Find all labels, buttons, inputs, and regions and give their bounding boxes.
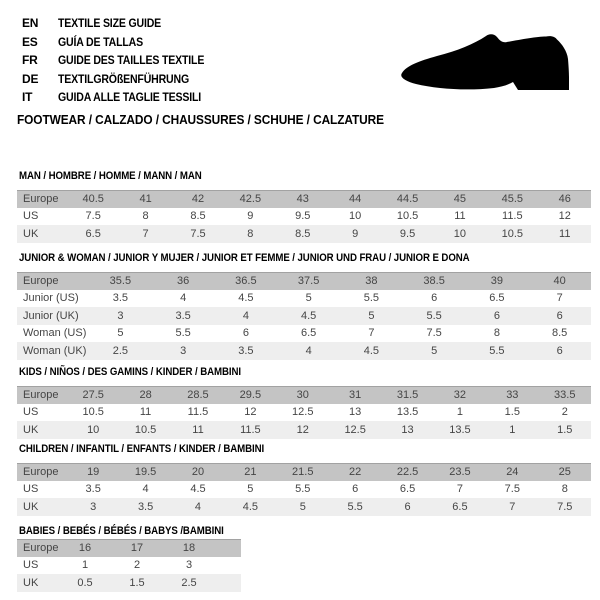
size-cell: 5.5 (295, 483, 311, 496)
size-cell: 6.5 (452, 500, 468, 513)
size-cell: 30 (296, 389, 309, 401)
size-cell: 23.5 (449, 466, 471, 478)
table-row (17, 307, 591, 325)
size-cell: 11.5 (240, 423, 261, 436)
size-cell: 8 (561, 483, 568, 496)
size-table-body (17, 463, 591, 516)
size-cell: 28 (139, 389, 152, 401)
size-cell: 11.5 (187, 406, 209, 419)
size-table-body (17, 539, 241, 592)
table-row (17, 325, 591, 343)
size-cell: 10.5 (134, 423, 157, 436)
size-cell: 10.5 (501, 227, 524, 240)
row-label: US (23, 483, 39, 496)
size-cell: 32 (453, 389, 467, 401)
size-cell: 13.5 (449, 423, 471, 436)
size-cell: 3.5 (137, 500, 154, 513)
row-label: Woman (UK) (23, 344, 87, 357)
row-label: UK (23, 423, 39, 436)
dress-shoe-icon-svg (399, 33, 576, 93)
size-cell: 17 (130, 542, 144, 554)
section-title-text: BABIES / BEBÉS / BÉBÉS / BABYS /BAMBINI (19, 524, 224, 537)
language-code: ES (22, 34, 38, 49)
row-label: Europe (23, 275, 59, 287)
row-label: UK (23, 227, 39, 240)
size-cell: 4.5 (242, 500, 259, 513)
size-cell: 33.5 (554, 389, 576, 401)
row-label: Junior (UK) (23, 309, 79, 322)
size-cell: 36.5 (235, 275, 257, 287)
size-cell: 27.5 (82, 389, 104, 401)
size-cell: 7.5 (557, 500, 573, 513)
size-cell: 42.5 (239, 193, 262, 205)
filler-cell (215, 574, 241, 592)
size-cell: 2.5 (112, 344, 129, 357)
size-cell: 3.5 (85, 483, 101, 496)
size-cell: 10.5 (396, 210, 419, 223)
size-cell: 13 (349, 406, 362, 419)
size-cell: 19 (87, 466, 100, 478)
size-cell: 36 (177, 275, 190, 287)
size-cell: 18 (182, 542, 196, 554)
size-cell: 5 (305, 292, 312, 305)
size-cell: 44.5 (396, 193, 419, 205)
row-label: UK (23, 576, 39, 589)
section-title (19, 525, 600, 538)
size-cell: 7.5 (190, 227, 206, 240)
size-cell: 3 (180, 344, 187, 357)
language-title: GUÍA DE TALLAS (58, 34, 143, 49)
size-cell: 1.5 (504, 406, 520, 419)
section-title (19, 170, 600, 183)
size-cell: 12.5 (292, 406, 314, 419)
size-cell: 21.5 (292, 466, 314, 478)
size-cell: 7 (509, 500, 516, 513)
size-cell: 35.5 (109, 275, 132, 287)
size-cell: 5 (117, 327, 124, 340)
size-cell: 42 (191, 193, 205, 205)
section-title (19, 366, 600, 379)
row-label: UK (23, 500, 39, 513)
table-row (17, 386, 591, 404)
filler-cell (215, 539, 241, 557)
table-row (17, 421, 591, 439)
table-row (17, 574, 241, 592)
size-cell: 12 (558, 210, 571, 223)
size-cell: 2 (561, 406, 568, 419)
language-code: IT (22, 90, 33, 105)
size-cell: 1.5 (557, 423, 573, 436)
size-cell: 3 (185, 559, 193, 572)
size-table (17, 539, 241, 592)
size-cell: 9.5 (295, 210, 311, 223)
row-label: US (23, 559, 39, 572)
size-cell: 3 (90, 500, 97, 513)
size-cell: 13.5 (396, 406, 419, 419)
size-cell: 5.5 (426, 309, 442, 322)
table-row (17, 272, 591, 290)
size-cell: 11 (454, 210, 466, 223)
size-table-section (17, 252, 600, 360)
table-row (17, 498, 591, 516)
table-row (17, 290, 591, 308)
table-row (17, 539, 241, 557)
size-table-body (17, 386, 591, 439)
size-cell: 1 (509, 423, 516, 436)
size-cell: 5 (431, 344, 438, 357)
size-cell: 39 (490, 275, 503, 287)
size-cell: 7.5 (85, 210, 101, 223)
size-cell: 3.5 (238, 344, 254, 357)
category-title (17, 113, 600, 128)
size-tables (17, 170, 600, 592)
size-cell: 7 (368, 327, 375, 340)
size-cell: 7.5 (426, 327, 442, 340)
section-title-text: CHILDREN / INFANTIL / ENFANTS / KINDER / BAMBINI (19, 442, 265, 455)
size-cell: 10 (349, 210, 362, 223)
size-cell: 4.5 (300, 309, 317, 322)
size-cell: 1.5 (129, 576, 145, 589)
size-cell: 8 (247, 227, 254, 240)
size-cell: 0.5 (77, 576, 93, 589)
filler-cell (215, 557, 241, 575)
table-row (17, 463, 591, 481)
row-label: Europe (23, 542, 59, 554)
size-cell: 12 (296, 423, 309, 436)
size-cell: 5.5 (363, 292, 380, 305)
size-cell: 6 (431, 292, 438, 305)
row-label: Europe (23, 466, 59, 478)
size-cell: 33 (506, 389, 519, 401)
size-cell: 29.5 (239, 389, 262, 401)
size-cell: 7 (556, 292, 563, 305)
size-cell: 37.5 (297, 275, 320, 287)
size-cell: 24 (506, 466, 519, 478)
size-table (17, 386, 591, 439)
size-cell: 31.5 (396, 389, 419, 401)
size-cell: 10 (87, 423, 100, 436)
size-cell: 8.5 (190, 210, 206, 223)
size-cell: 3.5 (175, 309, 191, 322)
category-title-text: FOOTWEAR / CALZADO / CHAUSSURES / SCHUHE / CALZATURE (17, 112, 384, 127)
language-title: TEXTILE SIZE GUIDE (58, 16, 162, 31)
size-cell: 7 (456, 483, 463, 496)
size-cell: 46 (558, 193, 571, 205)
size-cell: 11 (192, 423, 204, 436)
size-cell: 5 (368, 309, 375, 322)
size-cell: 4 (305, 344, 312, 357)
size-cell: 21 (244, 466, 257, 478)
size-table (17, 272, 591, 360)
row-label: Europe (23, 193, 59, 205)
size-cell: 7.5 (504, 483, 520, 496)
table-row (17, 481, 591, 499)
size-cell: 19.5 (134, 466, 157, 478)
size-cell: 5.5 (347, 500, 363, 513)
size-table (17, 190, 591, 243)
size-cell: 6.5 (300, 327, 317, 340)
size-cell: 8.5 (551, 327, 568, 340)
size-cell: 8 (142, 210, 149, 223)
size-table-section (17, 443, 600, 516)
size-cell: 9.5 (399, 227, 416, 240)
size-cell: 20 (191, 466, 205, 478)
language-title: TEXTILGRÖßENFÜHRUNG (58, 71, 190, 86)
size-cell: 4.5 (190, 483, 206, 496)
row-label: Woman (US) (23, 327, 87, 340)
size-cell: 5 (299, 500, 306, 513)
row-label: Europe (23, 389, 59, 401)
size-cell: 28.5 (187, 389, 209, 401)
size-cell: 44 (349, 193, 362, 205)
size-cell: 6.5 (399, 483, 416, 496)
section-title (19, 252, 600, 265)
size-table-body (17, 272, 591, 360)
size-cell: 10.5 (82, 406, 104, 419)
size-cell: 4 (194, 500, 202, 513)
language-code: EN (22, 16, 39, 31)
size-cell: 43 (296, 193, 309, 205)
size-cell: 5.5 (175, 327, 191, 340)
size-table-section (17, 525, 600, 592)
size-cell: 8 (493, 327, 500, 340)
size-cell: 1 (456, 406, 463, 419)
size-cell: 3 (117, 309, 124, 322)
size-cell: 6 (493, 309, 500, 322)
section-title-text: MAN / HOMBRE / HOMME / MANN / MAN (19, 169, 202, 182)
size-cell: 4 (180, 292, 187, 305)
size-cell: 4.5 (363, 344, 380, 357)
size-cell: 6.5 (85, 227, 101, 240)
size-cell: 45.5 (501, 193, 524, 205)
size-cell: 2.5 (181, 576, 197, 589)
size-cell: 12.5 (344, 423, 366, 436)
size-cell: 38 (365, 275, 378, 287)
table-row (17, 342, 591, 360)
table-row (17, 208, 591, 226)
language-title: GUIDA ALLE TAGLIE TESSILI (58, 90, 202, 105)
size-cell: 6 (556, 344, 563, 357)
size-cell: 40.5 (82, 193, 104, 205)
size-table-section (17, 170, 600, 243)
table-row (17, 404, 591, 422)
row-label: US (23, 210, 39, 223)
language-row (22, 14, 600, 33)
size-table-body (17, 190, 591, 243)
row-label: Junior (US) (23, 292, 79, 305)
section-title-text: KIDS / NIÑOS / DES GAMINS / KINDER / BAMBINI (19, 365, 242, 378)
size-cell: 22 (349, 466, 362, 478)
size-cell: 38.5 (423, 275, 445, 287)
table-row (17, 225, 591, 243)
size-cell: 3.5 (112, 292, 129, 305)
size-cell: 4.5 (238, 292, 254, 305)
size-cell: 41 (139, 193, 152, 205)
size-cell: 11.5 (502, 210, 523, 223)
language-code: DE (22, 71, 39, 86)
size-table-section (17, 366, 600, 439)
size-cell: 6 (556, 309, 563, 322)
size-cell: 25 (558, 466, 571, 478)
size-cell: 16 (78, 542, 92, 554)
section-title (19, 443, 600, 456)
dress-shoe-icon (399, 33, 576, 93)
size-cell: 6 (242, 327, 249, 340)
section-title-text: JUNIOR & WOMAN / JUNIOR Y MUJER / JUNIOR ET FEMME / JUNIOR UND FRAU / JUNIOR E DONA (19, 251, 470, 264)
size-cell: 13 (401, 423, 414, 436)
size-cell: 2 (133, 559, 141, 572)
size-table (17, 463, 591, 516)
size-cell: 11 (139, 406, 152, 419)
size-cell: 6 (352, 483, 359, 496)
size-cell: 31 (349, 389, 362, 401)
size-cell: 22.5 (396, 466, 419, 478)
size-cell: 12 (244, 406, 257, 419)
language-title: GUIDE DES TAILLES TEXTILE (58, 53, 205, 68)
size-cell: 6 (404, 500, 411, 513)
size-cell: 9 (247, 210, 254, 223)
size-cell: 7 (142, 227, 149, 240)
size-cell: 1 (81, 559, 89, 572)
row-label: US (23, 406, 39, 419)
language-code: FR (22, 53, 38, 68)
table-row (17, 557, 241, 575)
size-cell: 4 (242, 309, 249, 322)
size-cell: 6.5 (489, 292, 505, 305)
size-cell: 5.5 (489, 344, 505, 357)
size-cell: 10 (453, 227, 467, 240)
size-cell: 9 (352, 227, 359, 240)
size-cell: 11 (559, 227, 571, 240)
size-cell: 8.5 (295, 227, 311, 240)
size-cell: 40 (553, 275, 566, 287)
size-cell: 4 (142, 483, 149, 496)
size-cell: 45 (453, 193, 467, 205)
size-cell: 5 (247, 483, 254, 496)
table-row (17, 190, 591, 208)
